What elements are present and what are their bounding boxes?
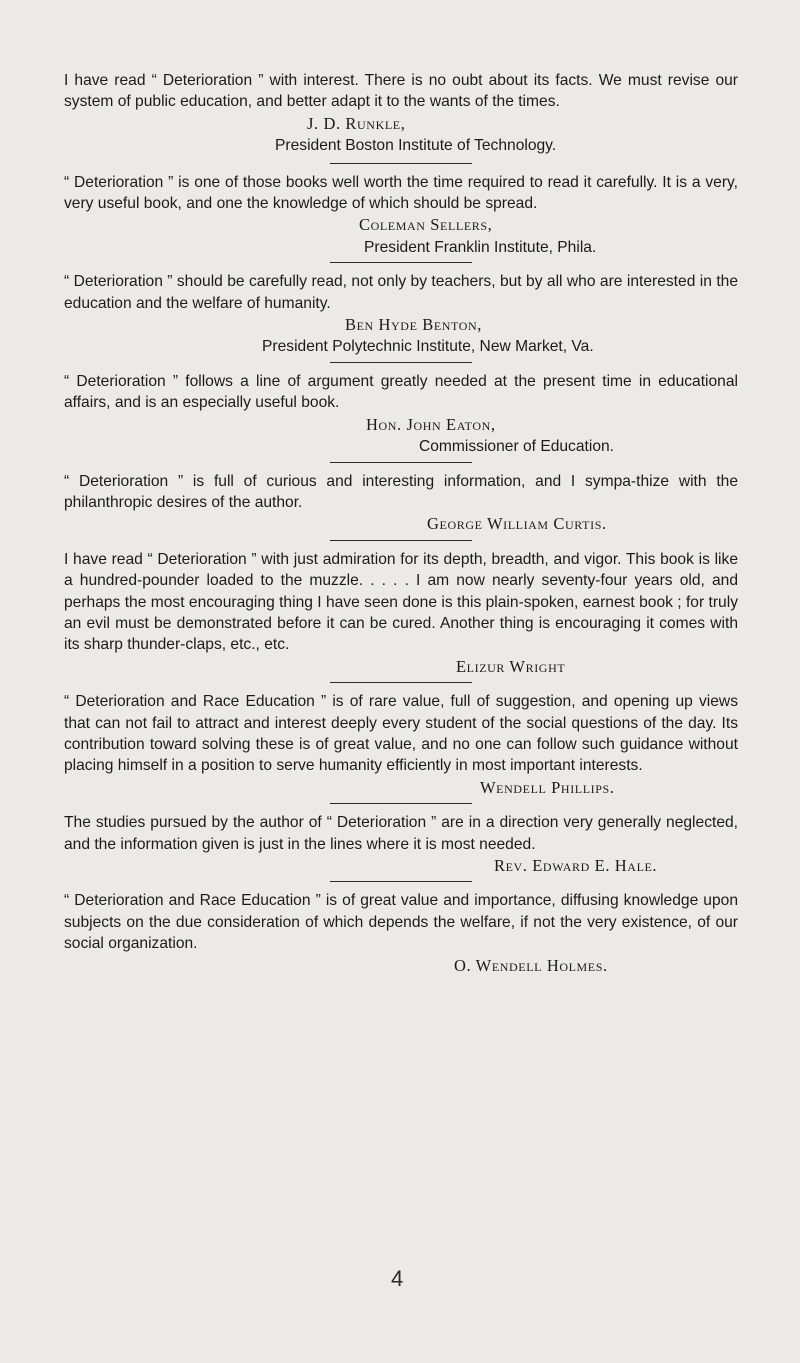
testimonial-text: “ Deterioration ” should be carefully read, not only by teachers, but by all who are interested in the education and the welfare of humanity. (64, 273, 738, 312)
signature-title: Commissioner of Education. (419, 438, 615, 456)
divider-rule (330, 682, 472, 683)
testimonials-page (64, 70, 738, 977)
signature-name: Rev. Edward E. Hale. (494, 856, 658, 875)
divider-rule (330, 881, 472, 882)
signature-name: J. D. Runkle, (307, 113, 406, 133)
testimonial-text: “ Deterioration ” is full of curious and interesting information, and I sympa-thize with the philanthropic desires of the author. (64, 472, 738, 511)
signature-name: George William Curtis. (427, 514, 607, 534)
divider-rule (330, 803, 472, 804)
divider-rule (330, 163, 472, 164)
signature-name: Ben Hyde Benton, (345, 315, 483, 335)
testimonial-text: “ Deterioration and Race Education ” is of great value and importance, diffusing knowledge upon subjects on the due consideration of which depends the welfare, if not the very existence, of our social organization. (64, 892, 738, 953)
testimonial-wright (64, 549, 738, 678)
signature-name: Wendell Phillips. (480, 777, 615, 797)
signature-title: President Boston Institute of Technology. (275, 137, 557, 155)
testimonial-hale (64, 812, 738, 877)
testimonial-sellers (64, 172, 738, 259)
testimonial-text: “ Deterioration ” follows a line of argument greatly needed at the present time in educational affairs, and is an especially useful book. (64, 372, 738, 412)
signature-title: President Polytechnic Institute, New Market, Va. (262, 338, 594, 356)
signature-title: President Franklin Institute, Phila. (364, 238, 597, 256)
testimonial-phillips (64, 691, 738, 799)
testimonial-curtis (64, 471, 738, 536)
divider-rule (330, 362, 472, 363)
page-number: 4 (391, 1266, 404, 1291)
signature-name: Elizur Wright (456, 656, 566, 676)
testimonial-holmes (64, 890, 738, 977)
signature-name: Coleman Sellers, (359, 215, 493, 235)
testimonial-eaton (64, 371, 738, 458)
divider-rule (330, 540, 472, 541)
testimonial-text: I have read “ Deterioration ” with just admiration for its depth, breadth, and vigor. This book is like a hundred-pounder loaded to the muzzle. . . . . I am now nearly seventy-four years old, and perhaps the most encouraging thing I have seen done is this plain-spoken, earnest book ; for truly an evil must be demonstrated before it can be cured. Another thing is encouraging it comes with its sharp thunder-claps, etc., etc. (64, 550, 738, 654)
testimonial-text: “ Deterioration and Race Education ” is of rare value, full of suggestion, and opening up views that can not fail to attract and interest deeply every student of the social questions of the day. Its contribution toward solving these is of great value, and no one can follow such guidance without placing himself in a position to serve humanity efficiently in most important interests. (64, 693, 738, 775)
testimonial-text: “ Deterioration ” is one of those books well worth the time required to read it carefully. It is a very, very useful book, and one the knowledge of which should be spread. (64, 173, 738, 213)
divider-rule (330, 262, 472, 263)
divider-rule (330, 462, 472, 463)
signature-name: O. Wendell Holmes. (454, 955, 608, 975)
testimonial-runkle (64, 70, 738, 157)
signature-name: Hon. John Eaton, (366, 414, 496, 434)
testimonial-text: The studies pursued by the author of “ Deterioration ” are in a direction very generally neglected, and the information given is just in the lines where it is most needed. (64, 814, 738, 853)
testimonial-text: I have read “ Deterioration ” with interest. There is no oubt about its facts. We must revise our system of public education, and better adapt it to the wants of the times. (64, 72, 738, 111)
testimonial-benton (64, 271, 738, 358)
